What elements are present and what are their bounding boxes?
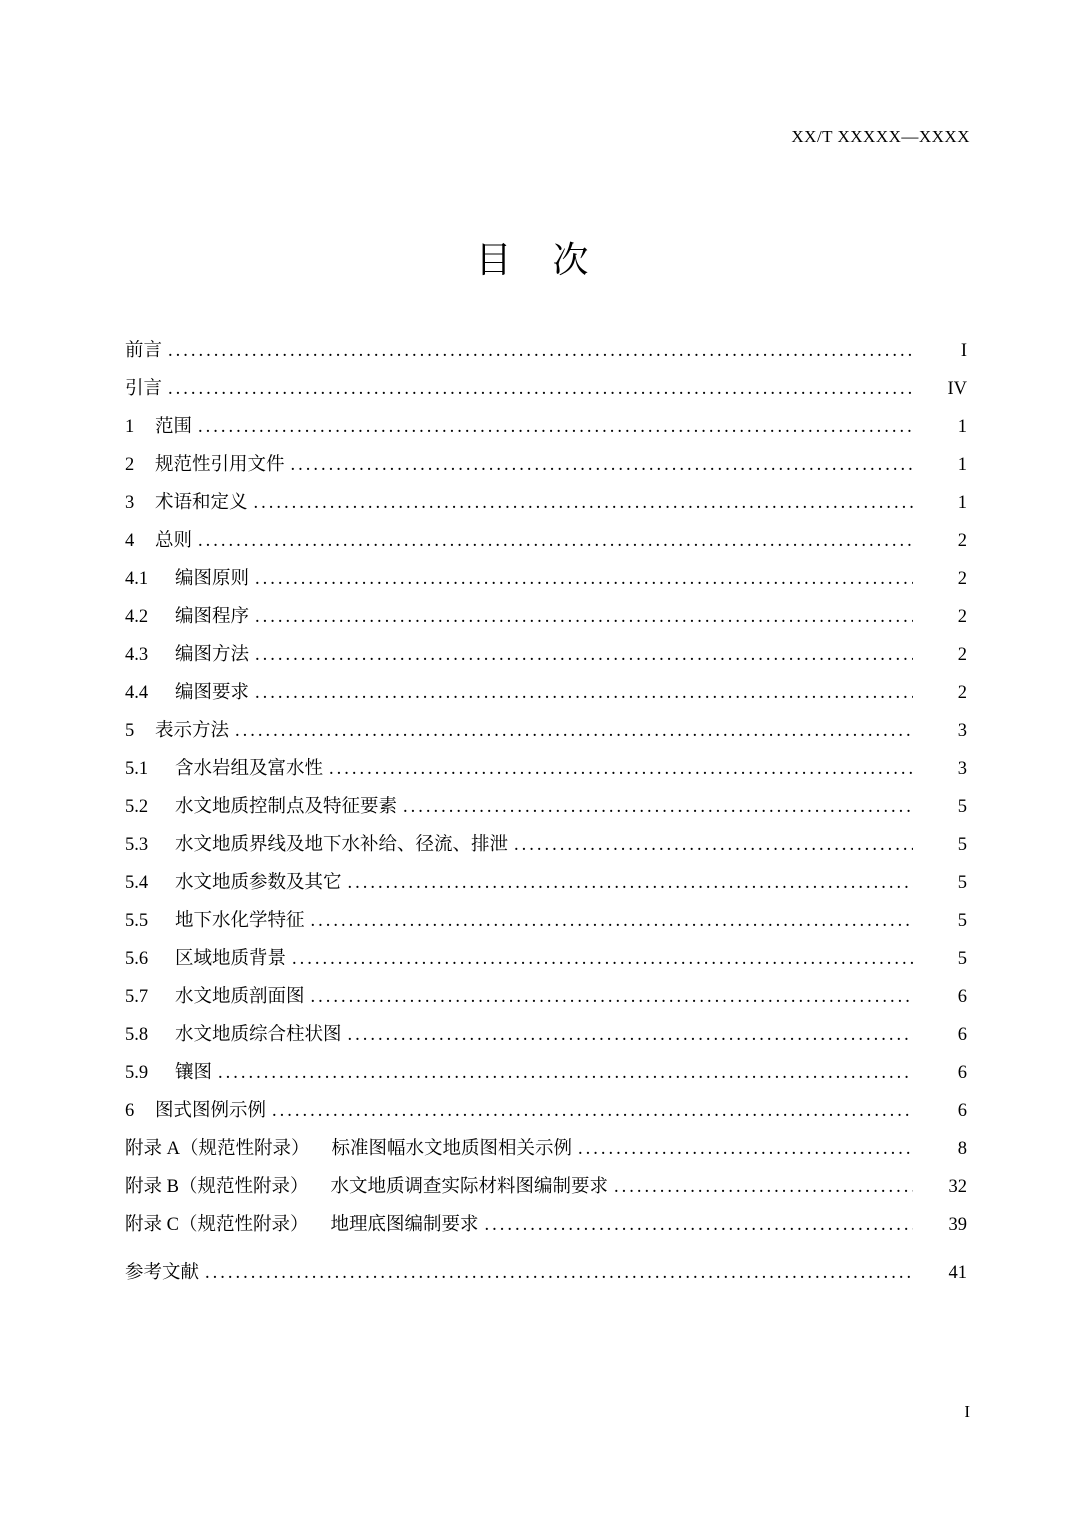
toc-entry-label: 范围	[155, 417, 193, 437]
toc-entry[interactable]	[125, 370, 967, 408]
toc-entry-page: 5	[957, 949, 967, 969]
toc-leader-dots	[614, 1168, 913, 1206]
toc-entry-number: 5.9	[125, 1063, 149, 1083]
toc-appendix-page: 32	[948, 1177, 967, 1197]
toc-entry-label: 规范性引用文件	[155, 455, 285, 475]
toc-entry-page: 5	[957, 873, 967, 893]
toc-entry-number: 5.4	[125, 873, 149, 893]
toc-leader-dots	[235, 712, 913, 750]
toc-entry-label: 编图要求	[175, 683, 250, 703]
toc-entry[interactable]	[125, 864, 967, 902]
toc-entry-label: 编图程序	[175, 607, 250, 627]
toc-entry-label: 引言	[125, 379, 163, 399]
page-title: 目 次	[475, 240, 605, 280]
toc-entry-page: 6	[957, 987, 967, 1007]
toc-entry-page: 2	[957, 607, 967, 627]
toc-entry-number: 4.2	[125, 607, 149, 627]
toc-references-entry[interactable]	[125, 1254, 967, 1292]
toc-entry[interactable]	[125, 332, 967, 370]
table-of-contents	[125, 332, 967, 1292]
toc-entry-label: 镶图	[175, 1063, 213, 1083]
toc-entry[interactable]	[125, 902, 967, 940]
toc-entry-number: 5.2	[125, 797, 149, 817]
toc-entry-page: 5	[957, 911, 967, 931]
toc-leader-dots	[218, 1054, 913, 1092]
toc-leader-dots	[311, 978, 913, 1016]
toc-appendix-title: 地理底图编制要求	[330, 1215, 479, 1235]
toc-entry-page: 1	[957, 455, 967, 475]
toc-entry-label: 编图方法	[175, 645, 250, 665]
toc-entry[interactable]	[125, 940, 967, 978]
toc-entry-page: 1	[957, 493, 967, 513]
toc-appendix-title: 标准图幅水文地质图相关示例	[331, 1139, 573, 1159]
toc-entry[interactable]	[125, 484, 967, 522]
toc-entry-page: 2	[957, 569, 967, 589]
toc-appendix-entry[interactable]	[125, 1130, 967, 1168]
toc-entry-number: 4.3	[125, 645, 149, 665]
toc-references-page: 41	[948, 1263, 967, 1283]
toc-leader-dots	[292, 940, 913, 978]
toc-appendix-title: 水文地质调查实际材料图编制要求	[330, 1177, 608, 1197]
toc-leader-dots	[198, 522, 913, 560]
toc-entry-page: 2	[957, 645, 967, 665]
toc-entry-number: 5.7	[125, 987, 149, 1007]
toc-appendix-label: 附录 B（规范性附录）	[125, 1177, 309, 1197]
toc-entry-number: 5.1	[125, 759, 149, 779]
toc-appendix-entry[interactable]	[125, 1206, 967, 1244]
toc-entry[interactable]	[125, 674, 967, 712]
toc-leader-dots	[311, 902, 913, 940]
toc-entry-label: 水文地质控制点及特征要素	[175, 797, 398, 817]
toc-leader-dots	[168, 332, 913, 370]
toc-leader-dots	[255, 636, 913, 674]
toc-entry-number: 5.8	[125, 1025, 149, 1045]
toc-entry-page: 2	[957, 683, 967, 703]
toc-entry-label: 水文地质界线及地下水补给、径流、排泄	[175, 835, 509, 855]
toc-entry-page: 6	[957, 1025, 967, 1045]
toc-leader-dots	[168, 370, 913, 408]
toc-appendix-entry[interactable]	[125, 1168, 967, 1206]
toc-leader-dots	[205, 1254, 913, 1292]
toc-entry-label: 水文地质综合柱状图	[175, 1025, 342, 1045]
toc-entry-number: 5.5	[125, 911, 149, 931]
toc-leader-dots	[291, 446, 913, 484]
toc-entry-label: 编图原则	[175, 569, 250, 589]
toc-entry-number: 3	[125, 493, 135, 513]
toc-entry-page: IV	[947, 379, 967, 399]
toc-entry-number: 6	[125, 1101, 135, 1121]
toc-leader-dots	[403, 788, 913, 826]
toc-entry-page: I	[960, 341, 967, 361]
toc-entry[interactable]	[125, 598, 967, 636]
toc-entry-label: 术语和定义	[155, 493, 248, 513]
toc-appendix-label: 附录 A（规范性附录）	[125, 1139, 310, 1159]
toc-entry-number: 1	[125, 417, 135, 437]
toc-entry-page: 6	[957, 1101, 967, 1121]
toc-entry-number: 2	[125, 455, 135, 475]
toc-entry-page: 2	[957, 531, 967, 551]
toc-entry-label: 图式图例示例	[155, 1101, 267, 1121]
toc-appendix-page: 39	[948, 1215, 967, 1235]
toc-entry-number: 4	[125, 531, 135, 551]
toc-leader-dots	[255, 674, 913, 712]
toc-entry-page: 6	[957, 1063, 967, 1083]
toc-entry-page: 3	[957, 759, 967, 779]
toc-leader-dots	[348, 1016, 913, 1054]
toc-entry[interactable]	[125, 788, 967, 826]
toc-entry-number: 5.3	[125, 835, 149, 855]
toc-leader-dots	[272, 1092, 913, 1130]
toc-entry[interactable]	[125, 636, 967, 674]
toc-leader-dots	[255, 560, 913, 598]
toc-entry-number: 5.6	[125, 949, 149, 969]
toc-entry-label: 水文地质参数及其它	[175, 873, 342, 893]
toc-entry-number: 4.4	[125, 683, 149, 703]
toc-entry[interactable]	[125, 1016, 967, 1054]
document-header-code: XX/T XXXXX—XXXX	[791, 127, 970, 146]
toc-entry-label: 总则	[155, 531, 193, 551]
toc-entry-label: 含水岩组及富水性	[175, 759, 324, 779]
toc-entry[interactable]	[125, 1092, 967, 1130]
toc-entry-number: 4.1	[125, 569, 149, 589]
toc-entry[interactable]	[125, 522, 967, 560]
footer-page-number: I	[964, 1402, 970, 1421]
toc-entry[interactable]	[125, 712, 967, 750]
toc-entry-label: 地下水化学特征	[175, 911, 305, 931]
toc-leader-dots	[514, 826, 913, 864]
toc-entry[interactable]	[125, 826, 967, 864]
toc-leader-dots	[578, 1130, 913, 1168]
toc-leader-dots	[484, 1206, 913, 1244]
toc-entry[interactable]	[125, 1054, 967, 1092]
toc-leader-dots	[255, 598, 913, 636]
toc-entry-label: 表示方法	[155, 721, 230, 741]
toc-references-label: 参考文献	[125, 1263, 200, 1283]
toc-leader-dots	[329, 750, 913, 788]
toc-entry[interactable]	[125, 408, 967, 446]
toc-entry-page: 5	[957, 835, 967, 855]
toc-entry[interactable]	[125, 446, 967, 484]
toc-entry-page: 1	[957, 417, 967, 437]
toc-entry[interactable]	[125, 750, 967, 788]
toc-entry-label: 水文地质剖面图	[175, 987, 305, 1007]
toc-leader-dots	[348, 864, 913, 902]
toc-appendix-label: 附录 C（规范性附录）	[125, 1215, 309, 1235]
toc-appendix-page: 8	[957, 1139, 967, 1159]
toc-entry[interactable]	[125, 978, 967, 1016]
toc-entry[interactable]	[125, 560, 967, 598]
toc-entry-number: 5	[125, 721, 135, 741]
toc-entry-label: 区域地质背景	[175, 949, 287, 969]
toc-leader-dots	[254, 484, 913, 522]
toc-leader-dots	[198, 408, 913, 446]
toc-entry-page: 3	[957, 721, 967, 741]
toc-entry-page: 5	[957, 797, 967, 817]
toc-entry-label: 前言	[125, 341, 163, 361]
